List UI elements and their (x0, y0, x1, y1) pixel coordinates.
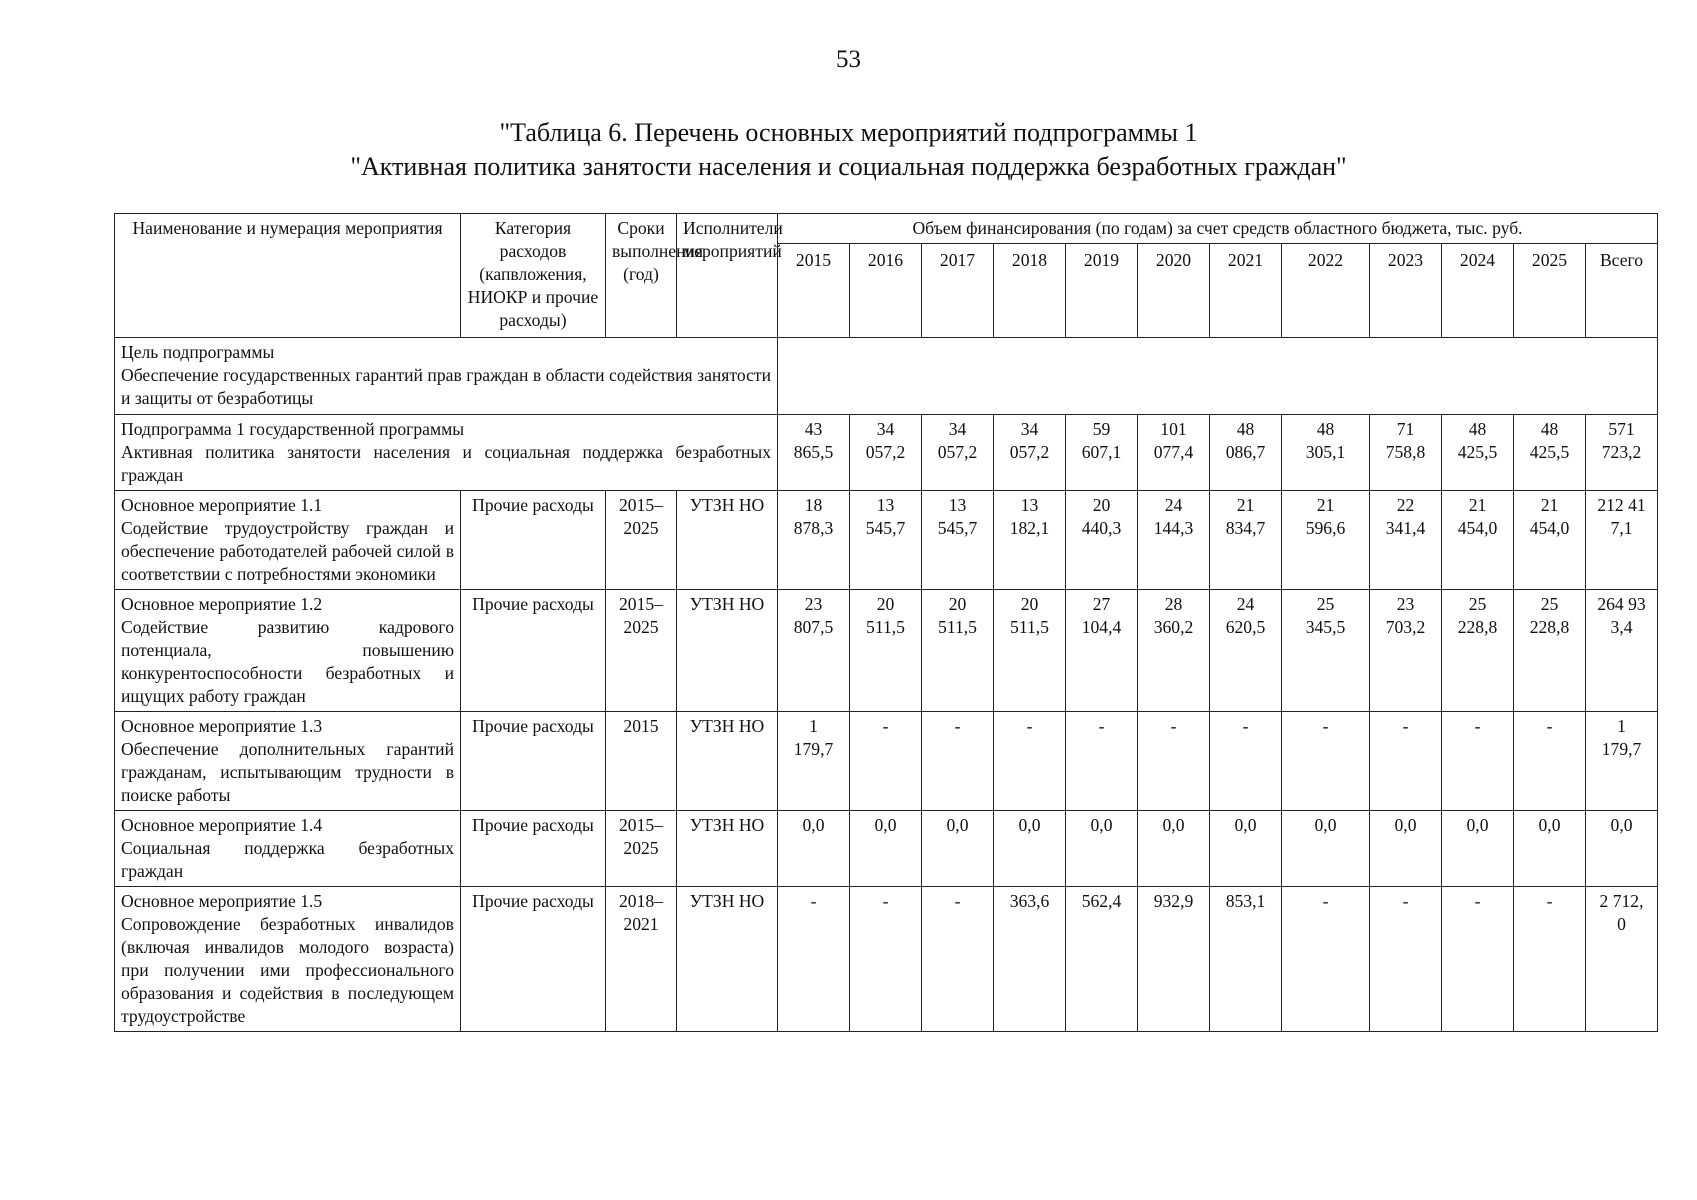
value-cell: 0,0 (1514, 811, 1586, 887)
value-cell: 0,0 (994, 811, 1066, 887)
activities-table (114, 213, 1658, 1032)
value-cell: - (1370, 887, 1442, 1032)
value-cell: 48 086,7 (1210, 415, 1282, 491)
value-cell: 34 057,2 (994, 415, 1066, 491)
activity-terms: 2015 (606, 712, 677, 811)
value-cell: - (850, 887, 922, 1032)
header-terms: Сроки выполнения (год) (606, 214, 677, 338)
table-row (115, 590, 1658, 712)
goal-cell (115, 338, 778, 415)
activity-title: Основное мероприятие 1.2 (121, 594, 323, 614)
header-executors: Исполнители мероприятий (677, 214, 778, 338)
activity-text: Обеспечение дополнительных гарантий гражданам, испытывающим трудности в поиске работы (121, 739, 454, 805)
value-cell: 0,0 (1138, 811, 1210, 887)
subprogram-cell (115, 415, 778, 491)
header-year: Всего (1586, 244, 1658, 338)
value-cell: 28 360,2 (1138, 590, 1210, 712)
value-cell: 0,0 (1442, 811, 1514, 887)
goal-row (115, 338, 1658, 415)
value-cell: 48 425,5 (1442, 415, 1514, 491)
activity-executor: УТЗН НО (677, 811, 778, 887)
value-cell: - (1370, 712, 1442, 811)
header-year: 2020 (1138, 244, 1210, 338)
table-row (115, 712, 1658, 811)
value-cell: 23 703,2 (1370, 590, 1442, 712)
header-category: Категория расходов (капвложения, НИОКР и прочие расходы) (461, 214, 606, 338)
value-cell: 48 305,1 (1282, 415, 1370, 491)
value-cell: 2 712, 0 (1586, 887, 1658, 1032)
header-name: Наименование и нумерация мероприятия (115, 214, 461, 338)
activity-terms: 2015–2025 (606, 811, 677, 887)
value-cell: - (1514, 887, 1586, 1032)
activity-category: Прочие расходы (461, 590, 606, 712)
value-cell: 21 454,0 (1514, 491, 1586, 590)
activity-text: Сопровождение безработных инвалидов (включая инвалидов молодого возраста) при получении ими профессионального образования и содействия в последующем трудоустройстве (121, 914, 454, 1026)
value-cell: - (922, 712, 994, 811)
value-cell: 1 179,7 (778, 712, 850, 811)
header-year: 2017 (922, 244, 994, 338)
value-cell: 853,1 (1210, 887, 1282, 1032)
activity-name-cell (115, 887, 461, 1032)
value-cell: 25 345,5 (1282, 590, 1370, 712)
header-year: 2024 (1442, 244, 1514, 338)
value-cell: 0,0 (778, 811, 850, 887)
header-year: 2023 (1370, 244, 1442, 338)
header-year: 2018 (994, 244, 1066, 338)
table-row (115, 811, 1658, 887)
header-year: 2016 (850, 244, 922, 338)
value-cell: 20 511,5 (850, 590, 922, 712)
header-row-1 (115, 214, 1658, 244)
value-cell: 13 545,7 (922, 491, 994, 590)
table-row (115, 887, 1658, 1032)
activity-executor: УТЗН НО (677, 491, 778, 590)
activity-text: Содействие развитию кадрового потенциала, повышению конкурентоспособности безработных и ищущих работу граждан (121, 617, 454, 706)
value-cell: - (922, 887, 994, 1032)
activity-terms: 2018–2021 (606, 887, 677, 1032)
activity-title: Основное мероприятие 1.5 (121, 891, 323, 911)
value-cell: - (1282, 712, 1370, 811)
table-row (115, 491, 1658, 590)
activity-terms: 2015–2025 (606, 590, 677, 712)
value-cell: 34 057,2 (922, 415, 994, 491)
goal-text: Обеспечение государственных гарантий прав граждан в области содействия занятости и защиты от безработицы (121, 365, 771, 408)
header-year: 2022 (1282, 244, 1370, 338)
activity-title: Основное мероприятие 1.1 (121, 495, 323, 515)
value-cell: 1 179,7 (1586, 712, 1658, 811)
header-year: 2019 (1066, 244, 1138, 338)
value-cell: - (1066, 712, 1138, 811)
table-title (0, 116, 1697, 184)
activity-name-cell (115, 811, 461, 887)
activity-terms: 2015–2025 (606, 491, 677, 590)
value-cell: 24 144,3 (1138, 491, 1210, 590)
activity-executor: УТЗН НО (677, 712, 778, 811)
value-cell: 71 758,8 (1370, 415, 1442, 491)
value-cell: - (1282, 887, 1370, 1032)
value-cell: 363,6 (994, 887, 1066, 1032)
value-cell: - (778, 887, 850, 1032)
activity-name-cell (115, 590, 461, 712)
header-year: 2021 (1210, 244, 1282, 338)
activity-title: Основное мероприятие 1.3 (121, 716, 323, 736)
value-cell: - (1138, 712, 1210, 811)
value-cell: 25 228,8 (1442, 590, 1514, 712)
value-cell: 22 341,4 (1370, 491, 1442, 590)
value-cell: 20 511,5 (922, 590, 994, 712)
value-cell: 0,0 (1066, 811, 1138, 887)
activity-name-cell (115, 712, 461, 811)
value-cell: 932,9 (1138, 887, 1210, 1032)
subprogram-row (115, 415, 1658, 491)
goal-empty-cell (778, 338, 1658, 415)
header-year: 2015 (778, 244, 850, 338)
subprogram-title: Подпрограмма 1 государственной программы (121, 419, 465, 439)
value-cell: - (1442, 887, 1514, 1032)
activity-category: Прочие расходы (461, 712, 606, 811)
activity-executor: УТЗН НО (677, 887, 778, 1032)
subprogram-text: Активная политика занятости населения и социальная поддержка безработных граждан (121, 442, 771, 485)
goal-title: Цель подпрограммы (121, 342, 275, 362)
value-cell: - (994, 712, 1066, 811)
activity-text: Содействие трудоустройству граждан и обеспечение работодателей рабочей силой в соответствии с потребностями экономики (121, 518, 454, 584)
value-cell: 25 228,8 (1514, 590, 1586, 712)
activity-text: Социальная поддержка безработных граждан (121, 838, 454, 881)
activity-name-cell (115, 491, 461, 590)
value-cell: 264 93 3,4 (1586, 590, 1658, 712)
value-cell: 20 511,5 (994, 590, 1066, 712)
header-funding: Объем финансирования (по годам) за счет средств областного бюджета, тыс. руб. (778, 214, 1658, 244)
value-cell: 18 878,3 (778, 491, 850, 590)
value-cell: 21 834,7 (1210, 491, 1282, 590)
title-line-1: "Таблица 6. Перечень основных мероприятий подпрограммы 1 (499, 118, 1198, 147)
value-cell: - (850, 712, 922, 811)
activity-category: Прочие расходы (461, 887, 606, 1032)
page-number: 53 (836, 46, 861, 73)
value-cell: 13 182,1 (994, 491, 1066, 590)
value-cell: - (1442, 712, 1514, 811)
value-cell: - (1514, 712, 1586, 811)
value-cell: 0,0 (1282, 811, 1370, 887)
value-cell: 43 865,5 (778, 415, 850, 491)
value-cell: 23 807,5 (778, 590, 850, 712)
value-cell: 21 454,0 (1442, 491, 1514, 590)
value-cell: 0,0 (922, 811, 994, 887)
value-cell: 571 723,2 (1586, 415, 1658, 491)
activity-executor: УТЗН НО (677, 590, 778, 712)
value-cell: 0,0 (1210, 811, 1282, 887)
value-cell: 21 596,6 (1282, 491, 1370, 590)
value-cell: 34 057,2 (850, 415, 922, 491)
value-cell: 13 545,7 (850, 491, 922, 590)
value-cell: 0,0 (1370, 811, 1442, 887)
value-cell: 101 077,4 (1138, 415, 1210, 491)
value-cell: - (1210, 712, 1282, 811)
value-cell: 27 104,4 (1066, 590, 1138, 712)
activity-category: Прочие расходы (461, 811, 606, 887)
value-cell: 59 607,1 (1066, 415, 1138, 491)
value-cell: 48 425,5 (1514, 415, 1586, 491)
value-cell: 0,0 (1586, 811, 1658, 887)
value-cell: 24 620,5 (1210, 590, 1282, 712)
value-cell: 212 41 7,1 (1586, 491, 1658, 590)
value-cell: 0,0 (850, 811, 922, 887)
value-cell: 562,4 (1066, 887, 1138, 1032)
activity-title: Основное мероприятие 1.4 (121, 815, 323, 835)
value-cell: 20 440,3 (1066, 491, 1138, 590)
title-line-2: "Активная политика занятости населения и социальная поддержка безработных граждан" (350, 152, 1347, 181)
activity-category: Прочие расходы (461, 491, 606, 590)
header-year: 2025 (1514, 244, 1586, 338)
